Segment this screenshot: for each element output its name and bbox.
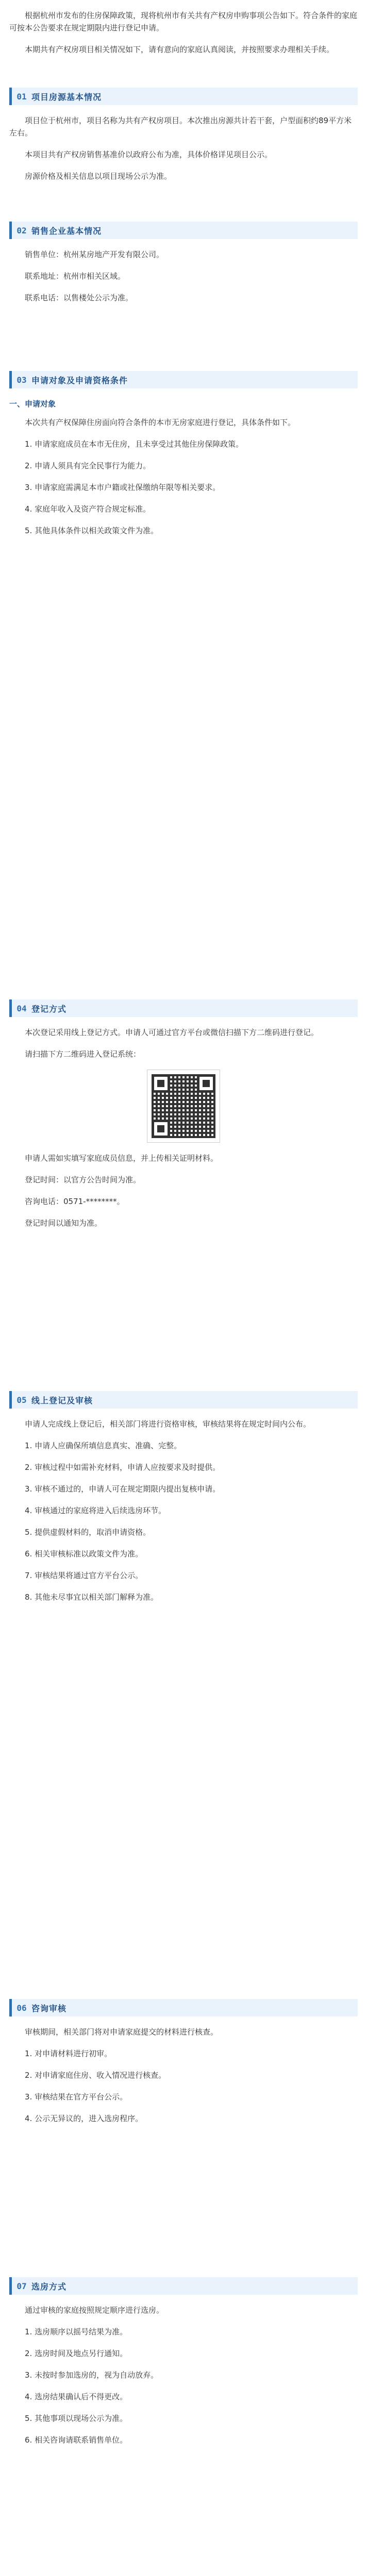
paragraph: 5. 其他具体条件以相关政策文件为准。 bbox=[25, 526, 159, 535]
paragraph: 项目位于杭州市，项目名称为共有产权房项目。本次推出房源共计若干套，户型面积约89平方米左右。 bbox=[9, 116, 352, 138]
paragraph: 7. 审核结果将通过官方平台公示。 bbox=[25, 1571, 143, 1580]
paragraph: 请扫描下方二维码进入登记系统： bbox=[25, 1049, 141, 1059]
section-title: 线上登记及审核 bbox=[31, 1395, 93, 1405]
paragraph: 1. 申请家庭成员在本市无住房，且未享受过其他住房保障政策。 bbox=[25, 439, 244, 449]
section-body-02 bbox=[9, 248, 358, 313]
paragraph: 联系地址：杭州市相关区域。 bbox=[25, 272, 126, 281]
paragraph: 4. 公示无异议的，进入选房程序。 bbox=[25, 2114, 143, 2123]
paragraph: 房源价格及相关信息以项目现场公示为准。 bbox=[25, 172, 172, 181]
paragraph: 2. 选房时间及地点另行通知。 bbox=[25, 2349, 128, 2358]
paragraph: 1. 对申请材料进行初审。 bbox=[25, 2049, 112, 2058]
intro-paragraph: 根据杭州市发布的住房保障政策，现将杭州市有关共有产权房申购事项公告如下。符合条件的家庭可按本公告要求在规定期限内进行登记申请。 bbox=[9, 11, 358, 32]
section-header-07 bbox=[9, 2277, 358, 2295]
paragraph: 2. 申请人须具有完全民事行为能力。 bbox=[25, 461, 151, 470]
paragraph: 本次共有产权保障住房面向符合条件的本市无房家庭进行登记，具体条件如下。 bbox=[25, 418, 296, 427]
paragraph: 通过审核的家庭按照规定顺序进行选房。 bbox=[25, 2306, 164, 2315]
section-title: 申请对象及申请资格条件 bbox=[31, 375, 128, 385]
section-title: 登记方式 bbox=[31, 1004, 67, 1014]
paragraph: 5. 提供虚假材料的，取消申请资格。 bbox=[25, 1528, 151, 1537]
paragraph: 4. 家庭年收入及资产符合规定标准。 bbox=[25, 504, 151, 514]
section-number: 05 bbox=[16, 1395, 27, 1405]
paragraph: 6. 相关审核标准以政策文件为准。 bbox=[25, 1549, 143, 1558]
section-header-06 bbox=[9, 1999, 358, 2016]
section-header-04 bbox=[9, 999, 358, 1017]
paragraph: 5. 其他事项以现场公示为准。 bbox=[25, 2414, 128, 2423]
section-number: 06 bbox=[16, 2003, 27, 2013]
section-number: 02 bbox=[16, 225, 27, 235]
registration-qr-code[interactable] bbox=[147, 1070, 220, 1143]
paragraph: 4. 审核通过的家庭将进入后续选房环节。 bbox=[25, 1506, 166, 1515]
paragraph: 3. 申请家庭需满足本市户籍或社保缴纳年限等相关要求。 bbox=[25, 483, 221, 492]
section-header-05 bbox=[9, 1391, 358, 1409]
paragraph: 本项目共有产权房销售基准价以政府公布为准，具体价格详见项目公示。 bbox=[25, 150, 273, 159]
paragraph: 2. 审核过程中如需补充材料，申请人应按要求及时提供。 bbox=[25, 1463, 221, 1472]
section-title: 咨询审核 bbox=[31, 2003, 67, 2013]
paragraph: 1. 申请人应确保所填信息真实、准确、完整。 bbox=[25, 1441, 182, 1450]
section-body-04 bbox=[9, 1026, 358, 1239]
paragraph: 联系电话：以售楼处公示为准。 bbox=[25, 293, 134, 302]
section-number: 07 bbox=[16, 2281, 27, 2291]
paragraph: 销售单位：杭州某房地产开发有限公司。 bbox=[25, 250, 164, 259]
section-number: 01 bbox=[16, 91, 27, 101]
section-number: 04 bbox=[16, 1003, 27, 1013]
paragraph: 咨询电话：0571-********。 bbox=[25, 1197, 125, 1206]
paragraph: 3. 未按时参加选房的，视为自动放弃。 bbox=[25, 2370, 159, 2380]
section-header-02 bbox=[9, 222, 358, 239]
section-number: 03 bbox=[16, 375, 27, 385]
section-title: 项目房源基本情况 bbox=[31, 92, 102, 102]
paragraph: 3. 审核不通过的，申请人可在规定期限内提出复核申请。 bbox=[25, 1484, 221, 1494]
paragraph: 审核期间，相关部门将对申请家庭提交的材料进行核查。 bbox=[25, 2027, 219, 2037]
section-title: 选房方式 bbox=[31, 2281, 67, 2292]
paragraph: 登记时间以通知为准。 bbox=[25, 1218, 103, 1228]
intro-paragraph: 本期共有产权房项目相关情况如下，请有意向的家庭认真阅读，并按照要求办理相关手续。 bbox=[25, 45, 335, 54]
intro-block bbox=[9, 9, 358, 65]
paragraph: 登记时间：以官方公告时间为准。 bbox=[25, 1175, 141, 1184]
paragraph: 申请人需如实填写家庭成员信息，并上传相关证明材料。 bbox=[25, 1154, 219, 1163]
qr-code-icon bbox=[152, 1074, 215, 1138]
paragraph: 1. 选房顺序以摇号结果为准。 bbox=[25, 2327, 128, 2336]
paragraph: 8. 其他未尽事宜以相关部门解释为准。 bbox=[25, 1592, 159, 1602]
section-body-05 bbox=[9, 1418, 358, 1613]
paragraph: 3. 审核结果在官方平台公示。 bbox=[25, 2092, 128, 2102]
section-body-06 bbox=[9, 2026, 358, 2134]
section-header-03 bbox=[9, 371, 358, 388]
paragraph: 6. 相关咨询请联系销售单位。 bbox=[25, 2435, 128, 2445]
paragraph: 本次登记采用线上登记方式。申请人可通过官方平台或微信扫描下方二维码进行登记。 bbox=[25, 1028, 319, 1037]
section-body-07 bbox=[9, 2304, 358, 2455]
section-body-01 bbox=[9, 114, 358, 192]
paragraph: 申请人完成线上登记后，相关部门将进行资格审核，审核结果将在规定时间内公布。 bbox=[25, 1419, 311, 1429]
subheading: 一、申请对象 bbox=[9, 399, 56, 409]
section-header-01 bbox=[9, 88, 358, 105]
paragraph: 4. 选房结果确认后不得更改。 bbox=[25, 2392, 128, 2401]
paragraph: 2. 对申请家庭住房、收入情况进行核查。 bbox=[25, 2071, 166, 2080]
section-title: 销售企业基本情况 bbox=[31, 226, 102, 236]
section-body-03 bbox=[9, 398, 358, 546]
